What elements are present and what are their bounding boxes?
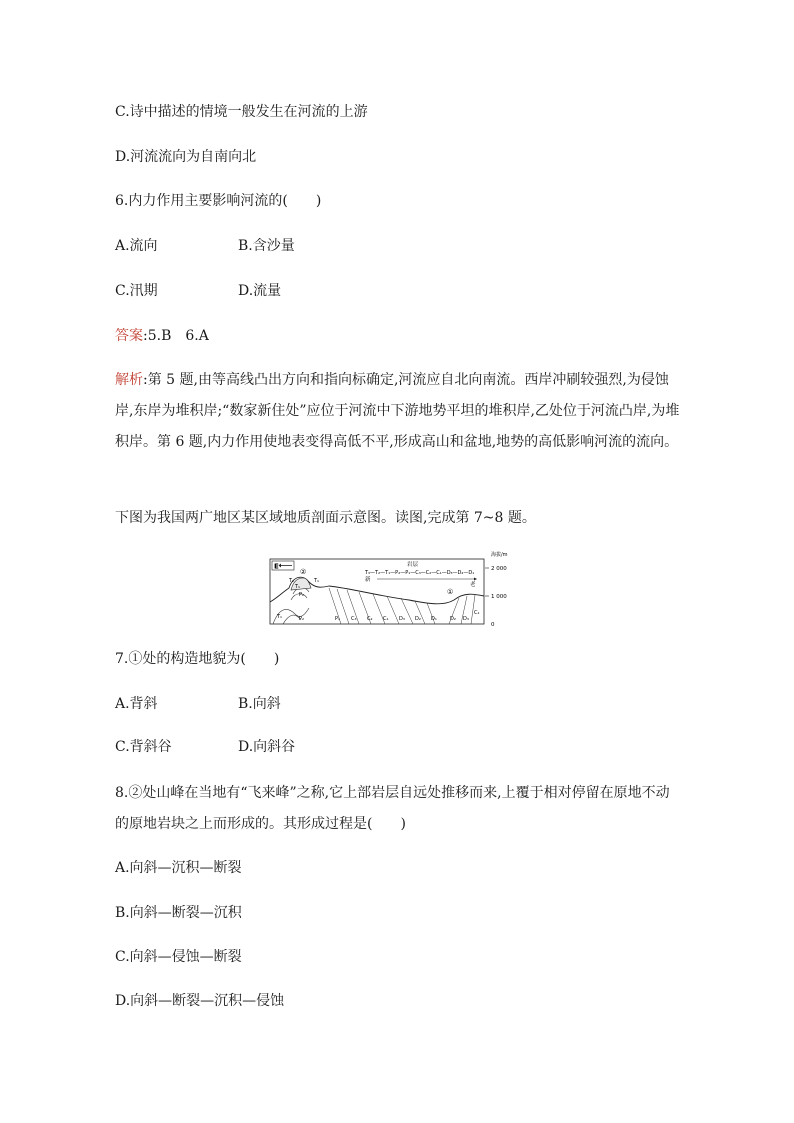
new-label: 新 (365, 577, 371, 583)
q7-option-b: B.向斜 (238, 696, 281, 712)
q6-option-c: C.汛期 (115, 283, 158, 299)
q7-options-row-1 (115, 694, 281, 714)
strata-sequence: T₃—T₂—T₁—P₂—P₁—C₃—C₂—C₁—D₃—D₂—D₁ (365, 570, 475, 576)
geologic-section-figure (269, 548, 515, 628)
layer-label-6: D₃ (399, 616, 405, 622)
layer-label-0: T₁ (277, 614, 283, 620)
q5-option-c: C.诗中描述的情境一般发生在河流的上游 (115, 104, 368, 120)
strata-arrow-head (474, 578, 477, 581)
elev-1000: 1 000 (491, 594, 507, 600)
q6-stem: 6.内力作用主要影响河流的( ) (115, 193, 322, 209)
direction-label: E (274, 562, 279, 571)
marker-2: ② (300, 568, 307, 576)
q7-stem: 7.①处的构造地貌为( ) (115, 651, 280, 667)
top-label-p2: P₂ (299, 592, 305, 598)
q5-option-d: D.河流流向为自南向北 (115, 149, 257, 165)
layer-label-4: C₂ (367, 616, 373, 622)
layer-label-11: C₁ (474, 610, 480, 616)
q6-option-d: D.流量 (238, 283, 282, 299)
top-label-t1-b: T₁ (295, 584, 301, 590)
q6-options-row-2 (115, 281, 282, 301)
marker-1: ① (447, 588, 454, 596)
layer-label-2: P₁ (335, 616, 341, 622)
elevation-unit: 海拔/m (491, 552, 508, 558)
q7-options-row-2 (115, 737, 296, 757)
q6-option-a: A.流向 (115, 238, 158, 254)
q7-option-a: A.背斜 (115, 696, 158, 712)
elev-0: 0 (491, 622, 495, 628)
layer-label-9: D₂ (450, 616, 456, 622)
q6-option-b: B.含沙量 (238, 238, 295, 254)
layer-label-7: D₂ (415, 616, 421, 622)
top-label-t1-a: T₁ (314, 578, 320, 584)
q7-option-d: D.向斜谷 (238, 739, 296, 755)
old-label: 老 (470, 582, 476, 588)
analysis-paragraph (115, 365, 683, 458)
q8-option-a: A.向斜—沉积—断裂 (115, 860, 242, 876)
layer-label-5: C₁ (383, 616, 389, 622)
answer-label: 答案 (115, 328, 143, 344)
q8-option-b: B.向斜—断裂—沉积 (115, 905, 242, 921)
q8-stem: 8.②处山峰在当地有“飞来峰”之称,它上部岩层自远处推移而来,上覆于相对停留在原地不动的原地岩块之上而形成的。其形成过程是( ) (115, 785, 670, 832)
q8-option-d: D.向斜—断裂—沉积—侵蚀 (115, 993, 285, 1009)
layer-label-1: P₂ (299, 616, 305, 622)
layer-label-10: D₃ (463, 616, 469, 622)
layer-label-3: C₃ (351, 616, 357, 622)
top-label-t2: T₂ (289, 578, 295, 584)
layer-label-8: D₁ (431, 616, 437, 622)
elev-2000: 2 000 (491, 566, 507, 572)
q8-option-c: C.向斜—侵蚀—断裂 (115, 949, 242, 965)
q6-options-row-1 (115, 236, 295, 256)
analysis-text: :第 5 题,由等高线凸出方向和指向标确定,河流应自北向南流。西岸冲刷较强烈,为侵蚀岸,东岸为堆积岸;“数家新住处”应位于河流中下游地势平坦的堆积岸,乙处位于河流凸岸,为堆积岸。第 6 题,内力作用使地表变得高低不平,形成高山和盆地,地势的高低影响河流的流向。 (115, 372, 680, 450)
answer-line (115, 326, 209, 346)
figure-intro: 下图为我国两广地区某区域地质剖面示意图。读图,完成第 7~8 题。 (115, 510, 536, 526)
q7-option-c: C.背斜谷 (115, 739, 172, 755)
answer-text: :5.B 6.A (143, 328, 209, 344)
analysis-label: 解析 (115, 372, 143, 388)
strata-title: 岩层 (407, 562, 419, 568)
